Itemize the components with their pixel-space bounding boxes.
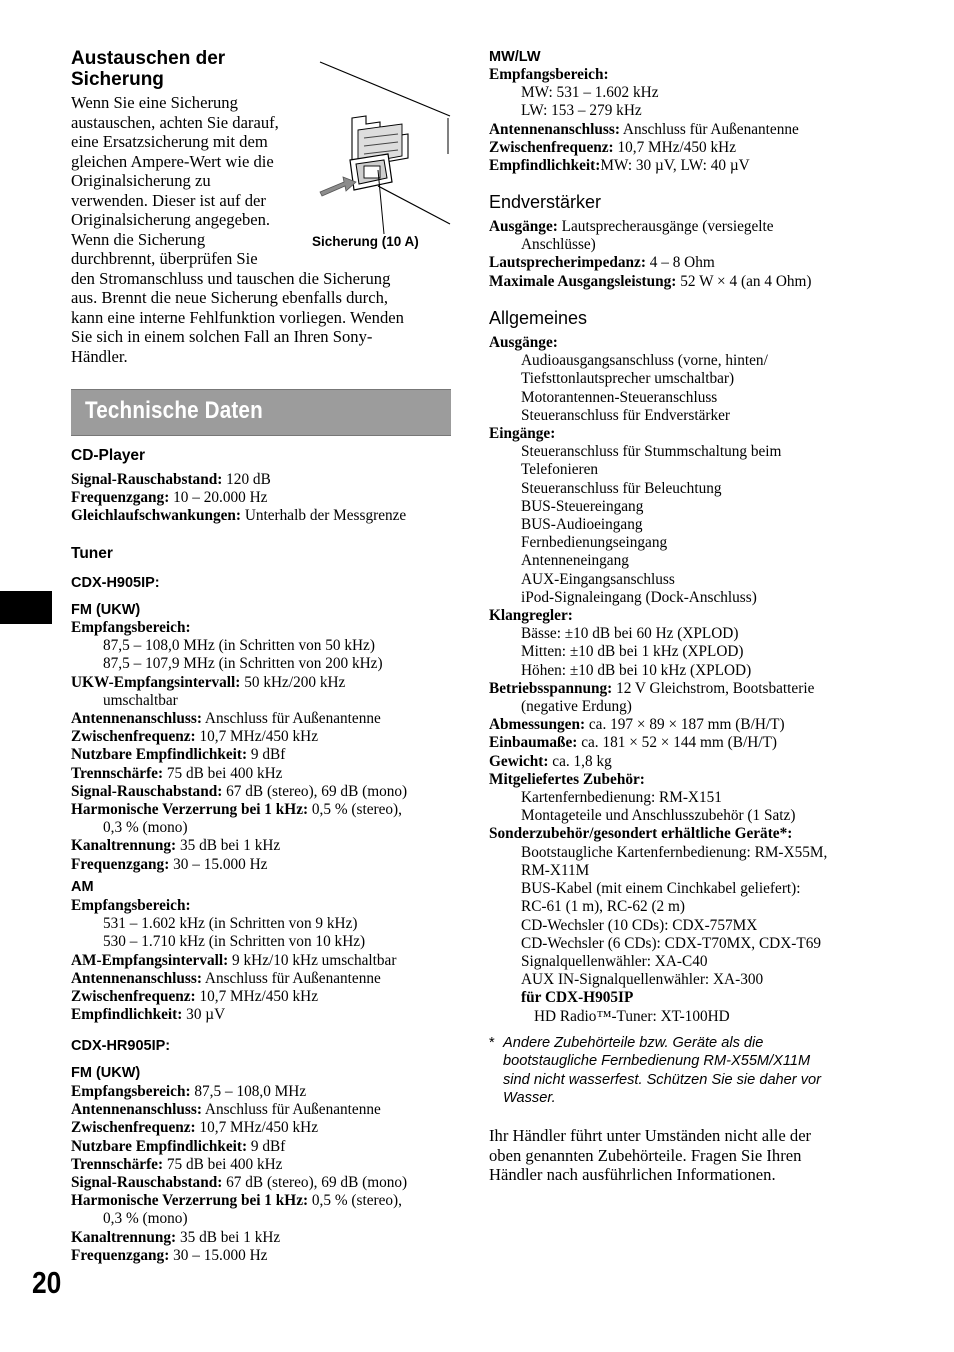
- footnote-marker: *:: [779, 825, 793, 843]
- spec-label: Antennenanschluss:: [71, 969, 202, 987]
- fuse-line: durchbrennt, überprüfen Sie: [71, 249, 258, 268]
- spec-value: 10,7 MHz/450 kHz: [613, 138, 737, 156]
- spec-label: Mitgeliefertes Zubehör:: [489, 770, 645, 788]
- spec-label: Nutzbare Empfindlichkeit:: [71, 746, 248, 764]
- spec-row: [489, 425, 827, 443]
- spec-value: Höhen: ±10 dB bei 10 kHz (XPLOD): [521, 661, 752, 679]
- section-banner-title: Technische Daten: [85, 397, 263, 424]
- spec-row: [71, 710, 407, 728]
- spec-value: 10,7 MHz/450 kHz: [195, 1119, 319, 1137]
- spec-value: 67 dB (stereo), 69 dB (mono): [222, 1174, 408, 1192]
- spec-value: 9 dBf: [247, 746, 286, 764]
- fuse-line: Wenn Sie eine Sicherung: [71, 93, 238, 112]
- spec-value: Steueranschluss für Endverstärker: [521, 406, 730, 424]
- spec-row: [71, 507, 406, 525]
- spec-label: Signal-Rauschabstand:: [71, 471, 223, 488]
- fuse-line: austauschen, achten Sie darauf,: [71, 112, 279, 132]
- spec-label: Frequenzgang:: [71, 855, 170, 873]
- spec-label: Empfindlichkeit:: [489, 157, 601, 175]
- spec-row: [71, 765, 407, 783]
- fuse-line: eine Ersatzsicherung mit dem: [71, 132, 268, 151]
- spec-row: [71, 1006, 396, 1024]
- cd-player-specs: [71, 471, 406, 526]
- spec-row: [489, 607, 827, 625]
- fuse-line: gleichen Ampere-Wert wie die: [71, 151, 274, 171]
- spec-row: [489, 66, 799, 84]
- mwlw-specs: [489, 66, 799, 175]
- footnote-line: Andere Zubehörteile bzw. Geräte als die: [503, 1035, 764, 1051]
- spec-label: Harmonische Verzerrung bei 1 kHz:: [71, 1192, 309, 1210]
- spec-row: [489, 753, 827, 771]
- spec-value: Bässe: ±10 dB bei 60 Hz (XPLOD): [521, 625, 739, 643]
- amplifier-heading: Endverstärker: [489, 192, 602, 212]
- spec-label: Zwischenfrequenz:: [71, 728, 196, 746]
- spec-value: RM-X11M: [521, 861, 590, 879]
- spec-row: [71, 1229, 407, 1247]
- spec-value: 4 – 8 Ohm: [645, 254, 715, 272]
- footnote-line: Wasser.: [503, 1089, 556, 1106]
- spec-label: für CDX-H905IP: [521, 989, 634, 1007]
- spec-value: 35 dB bei 1 kHz: [176, 1228, 281, 1246]
- fuse-heading-line1: Austauschen der: [71, 48, 226, 69]
- spec-value: 531 – 1.602 kHz (in Schritten von 9 kHz): [103, 915, 358, 933]
- spec-value: MW: 531 – 1.602 kHz: [521, 84, 659, 102]
- spec-row: [71, 783, 407, 801]
- general-specs: [489, 334, 827, 1026]
- spec-value: Steueranschluss für Stummschaltung beim: [521, 443, 782, 461]
- spec-label: Ausgänge:: [489, 218, 558, 235]
- spec-value: ca. 181 × 52 × 144 mm (B/H/T): [577, 734, 777, 752]
- spec-value: Bootstaugliche Kartenfernbedienung: RM-X55M,: [521, 843, 828, 861]
- spec-value: Anschluss für Außenantenne: [201, 710, 381, 728]
- spec-label: Lautsprecherimpedanz:: [489, 254, 646, 272]
- fuse-line: den Stromanschluss und tauschen die Sicherung: [71, 268, 391, 288]
- spec-label: Kanaltrennung:: [71, 837, 177, 855]
- spec-value: BUS-Kabel (mit einem Cinchkabel geliefert):: [521, 880, 801, 898]
- spec-value: CD-Wechsler (10 CDs): CDX-757MX: [521, 916, 758, 934]
- spec-row: [71, 1101, 407, 1119]
- spec-value: 0,3 % (mono): [103, 819, 188, 837]
- fuse-line: Wenn die Sicherung: [71, 229, 206, 249]
- amplifier-specs: [489, 218, 812, 291]
- closing-line: Ihr Händler führt unter Umständen nicht alle der: [489, 1126, 812, 1145]
- spec-row: [489, 989, 827, 1007]
- spec-value: 52 W × 4 (an 4 Ohm): [676, 272, 812, 290]
- spec-row: [71, 1156, 407, 1174]
- spec-value: ca. 197 × 89 × 187 mm (B/H/T): [585, 716, 785, 734]
- spec-value: 9 dBf: [247, 1137, 286, 1155]
- closing-paragraph: [489, 1126, 811, 1185]
- spec-label: AM-Empfangsintervall:: [71, 951, 229, 969]
- spec-value: Lautsprecherausgänge (versiegelte: [557, 218, 774, 235]
- fuse-line: Händler.: [71, 346, 128, 366]
- spec-value: 530 – 1.710 kHz (in Schritten von 10 kHz): [103, 933, 366, 951]
- fuse-illustration: [310, 58, 455, 238]
- spec-label: Betriebsspannung:: [489, 679, 613, 697]
- spec-value: Kartenfernbedienung: RM-X151: [521, 789, 722, 807]
- mwlw-heading: MW/LW: [489, 49, 541, 65]
- spec-row: [71, 489, 406, 507]
- spec-label: Gleichlaufschwankungen:: [71, 507, 241, 525]
- section-banner: [71, 389, 451, 436]
- spec-value: 50 kHz/200 kHz: [240, 673, 346, 691]
- spec-value: Anschluss für Außenantenne: [619, 120, 799, 138]
- spec-value: Telefonieren: [521, 461, 599, 479]
- fuse-figure-caption: Sicherung (10 A): [312, 234, 419, 249]
- spec-value: 87,5 – 107,9 MHz (in Schritten von 200 kHz): [103, 655, 383, 673]
- spec-value: 87,5 – 108,0 MHz (in Schritten von 50 kHz): [103, 637, 375, 655]
- am-heading: AM: [71, 879, 94, 895]
- spec-label: Empfangsbereich:: [71, 897, 191, 914]
- spec-value: Anschluss für Außenantenne: [201, 969, 381, 987]
- spec-value: 10,7 MHz/450 kHz: [195, 728, 319, 746]
- spec-row: [489, 157, 799, 175]
- spec-value: Mitten: ±10 dB bei 1 kHz (XPLOD): [521, 643, 744, 661]
- spec-row: [489, 254, 812, 272]
- spec-label: Trennschärfe:: [71, 1155, 164, 1173]
- tuner-model2: CDX-HR905IP:: [71, 1038, 171, 1054]
- fuse-line: Originalsicherung angegeben.: [71, 210, 271, 229]
- spec-label: Kanaltrennung:: [71, 1228, 177, 1246]
- spec-label: Einbaumaße:: [489, 734, 578, 752]
- spec-row: [71, 619, 407, 637]
- footnote-star: *: [489, 1035, 495, 1051]
- closing-line: oben genannten Zubehörteile. Fragen Sie Ihren: [489, 1145, 802, 1165]
- spec-row: [489, 273, 812, 291]
- fuse-heading: [71, 48, 225, 90]
- spec-row: [71, 970, 396, 988]
- spec-label: Gewicht:: [489, 752, 549, 770]
- spec-label: Frequenzgang:: [71, 489, 170, 507]
- spec-row: [71, 1174, 407, 1192]
- spec-label: Zwischenfrequenz:: [71, 1119, 196, 1137]
- spec-value: HD Radio™-Tuner: XT-100HD: [534, 1007, 730, 1025]
- spec-row: [71, 801, 407, 819]
- spec-value: Fernbedienungseingang: [521, 534, 668, 552]
- spec-row: [489, 121, 799, 139]
- spec-value: Unterhalb der Messgrenze: [241, 507, 407, 525]
- spec-value: 9 kHz/10 kHz umschaltbar: [228, 951, 397, 969]
- fuse-heading-line2: Sicherung: [71, 69, 164, 90]
- spec-value: 67 dB (stereo), 69 dB (mono): [222, 782, 408, 800]
- spec-value: Motorantennen-Steueranschluss: [521, 388, 718, 406]
- spec-value: Tiefsttonlautsprecher umschaltbar): [521, 370, 735, 388]
- spec-value: Montageteile und Anschlusszubehör (1 Satz): [521, 807, 796, 825]
- spec-value: umschaltbar: [103, 691, 178, 709]
- spec-value: AUX IN-Signalquellenwähler: XA-300: [521, 971, 764, 989]
- spec-row: [489, 218, 812, 236]
- spec-value: 35 dB bei 1 kHz: [176, 837, 281, 855]
- spec-label: Zwischenfrequenz:: [489, 138, 614, 156]
- spec-value: 30 µV: [182, 1006, 226, 1024]
- spec-value: Audioausgangsanschluss (vorne, hinten/: [521, 352, 768, 370]
- tuner-model1: CDX-H905IP:: [71, 575, 160, 591]
- spec-value: 30 – 15.000 Hz: [169, 855, 268, 873]
- general-heading: Allgemeines: [489, 308, 588, 328]
- spec-value: 75 dB bei 400 kHz: [163, 1155, 283, 1173]
- spec-row: [489, 139, 799, 157]
- page-number: 20: [32, 1265, 62, 1300]
- fuse-line: aus. Brennt die neue Sicherung ebenfalls durch,: [71, 288, 389, 307]
- spec-label: Signal-Rauschabstand:: [71, 1174, 223, 1192]
- fm2-specs: [71, 1083, 407, 1265]
- fuse-line: verwenden. Dieser ist auf der: [71, 190, 266, 210]
- spec-value: BUS-Audioeingang: [521, 516, 643, 534]
- tuner-heading: Tuner: [71, 545, 113, 562]
- spec-label: Abmessungen:: [489, 716, 586, 734]
- spec-row: [71, 1083, 407, 1101]
- spec-label: Sonderzubehör/gesondert erhältliche Geräte: [489, 825, 780, 843]
- spec-value: Signalquellenwähler: XA-C40: [521, 952, 708, 970]
- spec-value: Anschluss für Außenantenne: [201, 1101, 381, 1119]
- closing-line: Händler nach ausführlichen Informationen.: [489, 1165, 776, 1184]
- spec-value: 0,5 % (stereo),: [308, 801, 402, 819]
- spec-value: 87,5 – 108,0 MHz: [190, 1083, 307, 1100]
- spec-row: [489, 825, 827, 843]
- footnote-line: bootstaugliche Fernbedienung RM-X55M/X11M: [503, 1053, 811, 1070]
- spec-label: Empfangsbereich:: [489, 66, 609, 83]
- spec-label: Empfangsbereich:: [71, 1083, 191, 1100]
- spec-row: [489, 334, 827, 352]
- spec-value: 0,3 % (mono): [103, 1210, 188, 1228]
- spec-row: [71, 1119, 407, 1137]
- spec-row: [489, 734, 827, 752]
- cd-player-heading: CD-Player: [71, 447, 146, 464]
- fm-heading-2: FM (UKW): [71, 1065, 141, 1081]
- spec-label: Zwischenfrequenz:: [71, 988, 196, 1006]
- spec-row: [71, 1192, 407, 1210]
- spec-value: 10,7 MHz/450 kHz: [195, 988, 319, 1006]
- spec-row: [71, 728, 407, 746]
- spec-value: iPod-Signaleingang (Dock-Anschluss): [521, 588, 757, 606]
- spec-label: Empfindlichkeit:: [71, 1006, 183, 1024]
- spec-label: Klangregler:: [489, 607, 573, 625]
- spec-row: [71, 471, 406, 489]
- spec-value: 0,5 % (stereo),: [308, 1192, 402, 1210]
- spec-label: Ausgänge:: [489, 334, 558, 351]
- spec-row: [489, 716, 827, 734]
- spec-value: (negative Erdung): [521, 698, 632, 716]
- spec-label: Frequenzgang:: [71, 1246, 170, 1264]
- footnote-line: sind nicht wasserfest. Schützen Sie sie daher vor: [503, 1071, 821, 1088]
- spec-value: CD-Wechsler (6 CDs): CDX-T70MX, CDX-T69: [521, 934, 821, 952]
- spec-value: MW: 30 µV, LW: 40 µV: [600, 157, 750, 175]
- am-specs: [71, 897, 396, 1024]
- spec-value: 10 – 20.000 Hz: [169, 489, 268, 507]
- spec-label: Signal-Rauschabstand:: [71, 782, 223, 800]
- chapter-tab-marker: [0, 591, 52, 624]
- spec-row: [71, 1247, 407, 1265]
- spec-value: Antenneneingang: [521, 552, 629, 570]
- fm-heading-1: FM (UKW): [71, 602, 141, 618]
- spec-value: 12 V Gleichstrom, Bootsbatterie: [612, 679, 815, 697]
- spec-row: [71, 746, 407, 764]
- spec-value: Steueranschluss für Beleuchtung: [521, 479, 722, 497]
- spec-row: [489, 680, 827, 698]
- spec-value: ca. 1,8 kg: [548, 752, 612, 770]
- spec-label: Eingänge:: [489, 425, 556, 443]
- spec-label: Antennenanschluss:: [489, 120, 620, 138]
- spec-value: BUS-Steuereingang: [521, 497, 644, 515]
- spec-value: 120 dB: [222, 471, 271, 488]
- spec-label: Trennschärfe:: [71, 764, 164, 782]
- spec-row: [71, 837, 407, 855]
- spec-label: UKW-Empfangsintervall:: [71, 673, 241, 691]
- spec-row: [489, 771, 827, 789]
- spec-value: 30 – 15.000 Hz: [169, 1246, 268, 1264]
- spec-row: [71, 952, 396, 970]
- fuse-line: kann eine interne Fehlfunktion vorliegen. Wenden: [71, 307, 404, 327]
- spec-value: AUX-Eingangsanschluss: [521, 570, 675, 588]
- spec-label: Antennenanschluss:: [71, 710, 202, 728]
- fuse-line: Originalsicherung zu: [71, 171, 211, 190]
- spec-value: RC-61 (1 m), RC-62 (2 m): [521, 898, 686, 916]
- spec-label: Empfangsbereich:: [71, 619, 191, 636]
- fm1-specs: [71, 619, 407, 874]
- spec-row: [71, 897, 396, 915]
- spec-label: Maximale Ausgangsleistung:: [489, 272, 677, 290]
- spec-row: [71, 674, 407, 692]
- spec-label: Harmonische Verzerrung bei 1 kHz:: [71, 801, 309, 819]
- spec-value: LW: 153 – 279 kHz: [521, 102, 642, 120]
- spec-value: Anschlüsse): [521, 236, 596, 254]
- spec-label: Nutzbare Empfindlichkeit:: [71, 1137, 248, 1155]
- spec-value: 75 dB bei 400 kHz: [163, 764, 283, 782]
- spec-row: [71, 1138, 407, 1156]
- spec-label: Antennenanschluss:: [71, 1101, 202, 1119]
- spec-row: [71, 856, 407, 874]
- footnote-text: [503, 1034, 821, 1107]
- fuse-line: Sie sich in einem solchen Fall an Ihren Sony-: [71, 327, 373, 346]
- spec-row: [71, 988, 396, 1006]
